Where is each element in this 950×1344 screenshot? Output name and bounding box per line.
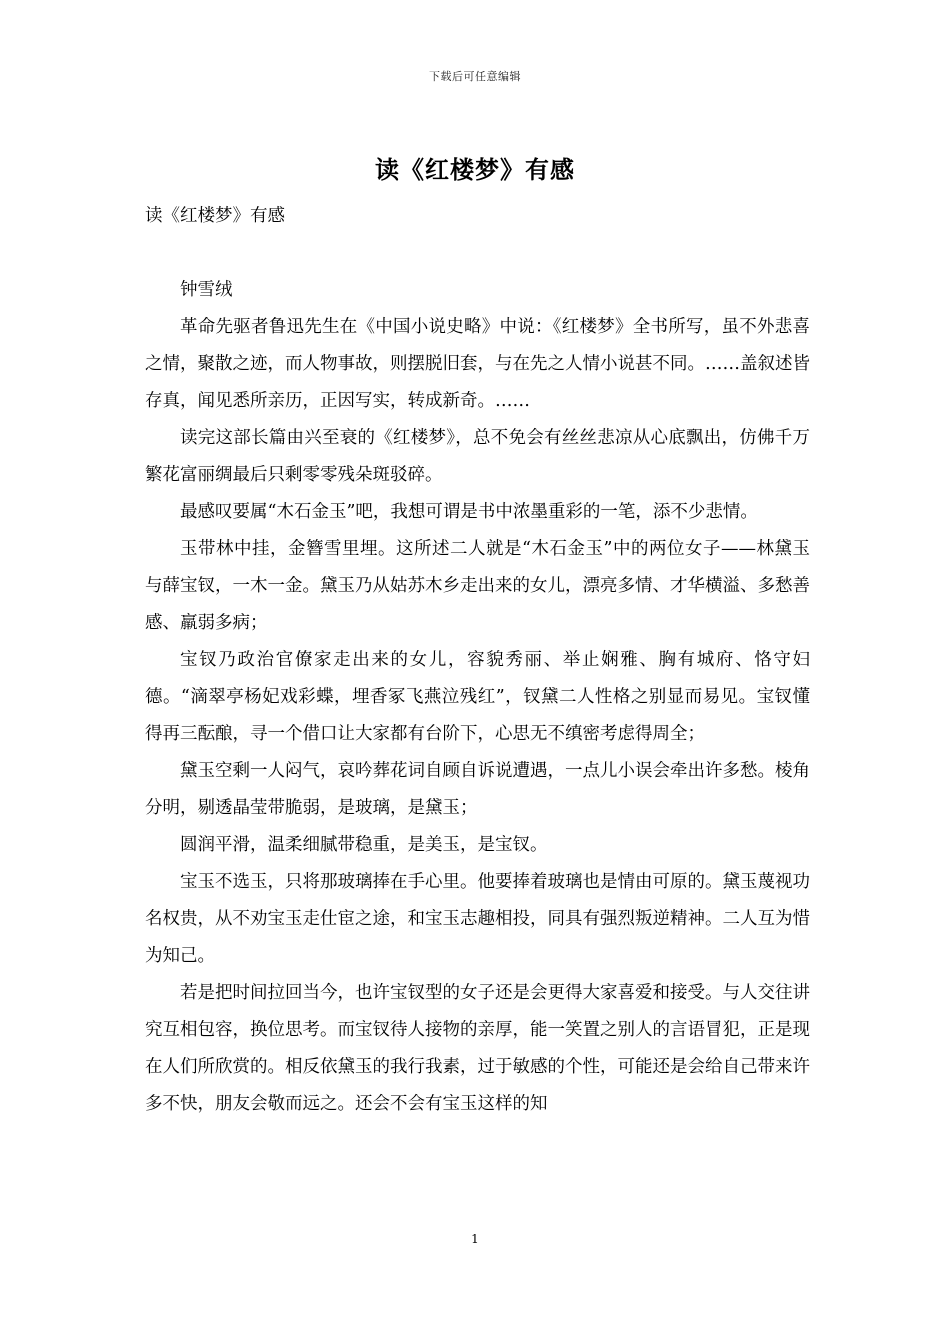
header-note: 下载后可任意编辑 bbox=[429, 70, 521, 83]
paragraph: 圆润平滑，温柔细腻带稳重，是美玉，是宝钗。 bbox=[180, 835, 548, 855]
paragraph: 读完这部长篇由兴至衰的《红楼梦》，总不免会有丝丝悲凉从心底飘出，仿佛千万繁花富丽绸最后只剩零零残朵斑驳碎。 bbox=[145, 428, 810, 485]
paragraph: 最感叹要属“木石金玉”吧，我想可谓是书中浓墨重彩的一笔，添不少悲情。 bbox=[180, 502, 758, 522]
paragraph: 革命先驱者鲁迅先生在《中国小说史略》中说：《红楼梦》全书所写，虽不外悲喜之情，聚散之迹，而人物事故，则摆脱旧套，与在先之人情小说甚不同。……盖叙述皆存真，闻见悉所亲历，正因写实，转成新奇。…… bbox=[145, 317, 810, 411]
paragraph: 宝玉不选玉，只将那玻璃捧在手心里。他要捧着玻璃也是情由可原的。黛玉蔑视功名权贵，从不劝宝玉走仕宦之途，和宝玉志趣相投，同具有强烈叛逆精神。二人互为惜为知己。 bbox=[145, 872, 810, 966]
paragraph: 若是把时间拉回当今，也许宝钗型的女子还是会更得大家喜爱和接受。与人交往讲究互相包容，换位思考。而宝钗待人接物的亲厚，能一笑置之别人的言语冒犯，正是现在人们所欣赏的。相反依黛玉的我行我素，过于敏感的个性，可能还是会给自己带来许多不快，朋友会敬而远之。还会不会有宝玉这样的知 bbox=[145, 983, 810, 1114]
subtitle: 读《红楼梦》有感 bbox=[145, 206, 285, 226]
author-name: 钟雪绒 bbox=[180, 280, 233, 300]
paragraph: 黛玉空剩一人闷气，哀吟葬花词自顾自诉说遭遇，一点儿小误会牵出许多愁。棱角分明，剔透晶莹带脆弱，是玻璃，是黛玉； bbox=[145, 761, 810, 818]
document-title: 读《红楼梦》有感 bbox=[375, 155, 575, 184]
page-number: 1 bbox=[471, 1232, 479, 1246]
document-body bbox=[145, 198, 810, 1123]
paragraph: 宝钗乃政治官僚家走出来的女儿，容貌秀丽、举止娴雅、胸有城府、恪守妇德。“滴翠亭杨妃戏彩蝶，埋香冢飞燕泣残红”，钗黛二人性格之别显而易见。宝钗懂得再三酝酿，寻一个借口让大家都有台阶下，心思无不缜密考虑得周全； bbox=[145, 650, 810, 744]
paragraph: 玉带林中挂，金簪雪里埋。这所述二人就是“木石金玉”中的两位女子——林黛玉与薛宝钗，一木一金。黛玉乃从姑苏木乡走出来的女儿，漂亮多情、才华横溢、多愁善感、羸弱多病； bbox=[145, 539, 811, 633]
